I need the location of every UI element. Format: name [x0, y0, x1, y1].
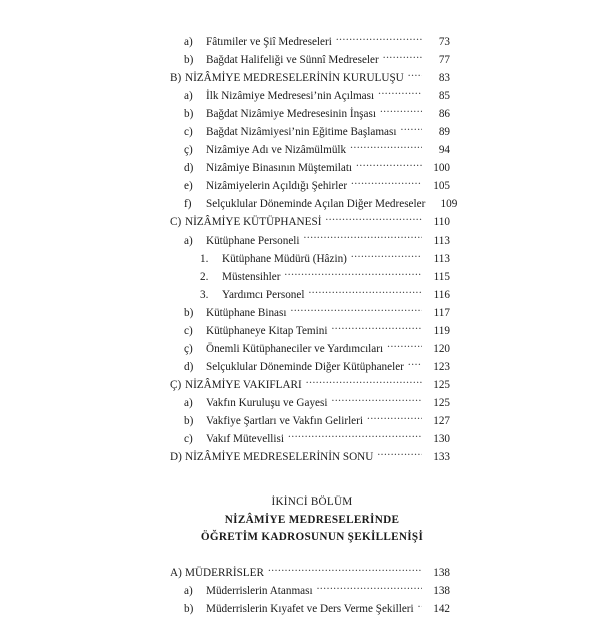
- toc-entry[interactable]: [184, 358, 450, 376]
- chapter-divider-line-2: NİZÂMİYE MEDRESELERİNDE: [224, 513, 400, 526]
- toc-entries-before-divider: [168, 33, 458, 466]
- toc-entry[interactable]: [170, 213, 450, 231]
- toc-entry-marker: Ç): [170, 378, 182, 391]
- dot-leader: [308, 287, 422, 298]
- toc-entry[interactable]: [170, 448, 450, 466]
- toc-entry[interactable]: [184, 322, 450, 340]
- toc-entry[interactable]: [184, 33, 450, 51]
- toc-entry-marker: e): [184, 180, 193, 193]
- toc-entry-page-number: 94: [438, 144, 450, 157]
- dot-leader: [336, 34, 422, 45]
- dot-leader: [351, 251, 422, 262]
- toc-entry-marker: a): [184, 90, 193, 103]
- toc-entry-marker: b): [184, 414, 194, 427]
- spacer: [160, 547, 464, 564]
- toc-entry[interactable]: [184, 51, 450, 69]
- toc-entry[interactable]: [184, 123, 450, 141]
- toc-entry-marker: D): [170, 451, 182, 464]
- toc-entry-page-number: 138: [433, 584, 450, 597]
- toc-entry[interactable]: [184, 87, 450, 105]
- dot-leader: [356, 160, 422, 171]
- toc-entry-marker: b): [184, 306, 194, 319]
- toc-entry-page-number: 73: [438, 36, 450, 48]
- toc-entry-marker: b): [184, 54, 194, 67]
- dot-leader: [306, 377, 422, 388]
- toc-entry[interactable]: [184, 582, 450, 600]
- dot-leader: [284, 269, 422, 280]
- toc-entry-page-number: 130: [433, 433, 450, 446]
- toc-entry[interactable]: [184, 232, 450, 250]
- dot-leader: [380, 106, 422, 117]
- dot-leader: [351, 178, 422, 189]
- toc-entry-marker: ç): [184, 342, 193, 355]
- dot-leader: [418, 601, 422, 612]
- toc-entry-page-number: 117: [433, 306, 450, 319]
- toc-entry-page-number: 120: [433, 342, 450, 355]
- toc-entry-marker: 1.: [200, 252, 209, 265]
- toc-entry[interactable]: [184, 105, 450, 123]
- toc-entry-title: Müderrislerin Atanması: [206, 584, 313, 597]
- toc-entry-title: Müderrislerin Kıyafet ve Ders Verme Şekilleri: [206, 602, 414, 615]
- toc-entries-after-divider: [168, 564, 450, 618]
- toc-entry-title: Önemli Kütüphaneciler ve Yardımcıları: [206, 342, 384, 355]
- toc-entry-page-number: 138: [433, 566, 450, 579]
- toc-entry-page-number: 105: [433, 180, 450, 193]
- dot-leader: [268, 565, 422, 576]
- toc-entry[interactable]: [200, 268, 450, 286]
- toc-entry-marker: d): [184, 162, 194, 175]
- toc-entry[interactable]: [200, 250, 450, 268]
- toc-entry-title: NİZÂMİYE KÜTÜPHANESİ: [185, 216, 322, 229]
- toc-entry-marker: a): [184, 396, 193, 409]
- toc-entry-page-number: 133: [433, 451, 450, 464]
- toc-entry-marker: a): [184, 36, 193, 48]
- toc-entry[interactable]: [184, 141, 450, 159]
- dot-leader: [325, 214, 422, 225]
- dot-leader: [377, 449, 422, 460]
- toc-entry[interactable]: [184, 412, 450, 430]
- chapter-divider-line-3: ÖĞRETİM KADROSUNUN ŞEKİLLENİŞİ: [200, 531, 424, 544]
- toc-entry-marker: C): [170, 216, 182, 229]
- toc-entry-title: Yardımcı Personel: [222, 288, 305, 301]
- toc-entry-marker: b): [184, 108, 194, 121]
- toc-entry-marker: ç): [184, 144, 193, 157]
- toc-entry-title: Vakfiye Şartları ve Vakfın Gelirleri: [206, 414, 363, 427]
- toc-entry-marker: d): [184, 360, 194, 373]
- toc-entry-marker: b): [184, 602, 194, 615]
- toc-entry-title: İlk Nizâmiye Medresesi’nin Açılması: [206, 90, 375, 103]
- toc-entry-page-number: 113: [433, 252, 450, 265]
- toc-entry[interactable]: [170, 564, 450, 582]
- toc-entry-page-number: 127: [433, 414, 450, 427]
- toc-entry-page-number: 123: [433, 360, 450, 373]
- toc-entry-title: NİZÂMİYE VAKIFLARI: [185, 378, 302, 391]
- toc-entry-title: Selçuklular Döneminde Diğer Kütüphaneler: [206, 360, 404, 373]
- toc-entry-page-number: 125: [433, 378, 450, 391]
- toc-entry-title: Müstensihler: [222, 270, 281, 283]
- toc-entry-page-number: 89: [438, 126, 450, 139]
- toc-entry[interactable]: [184, 600, 450, 618]
- toc-entry-page-number: 115: [433, 270, 450, 283]
- dot-leader: [387, 341, 422, 352]
- toc-entry-page-number: 110: [433, 216, 450, 229]
- dot-leader: [408, 70, 422, 81]
- chapter-divider: [160, 489, 464, 564]
- chapter-divider-line-1: İKİNCİ BÖLÜM: [271, 496, 353, 509]
- toc-entry-page-number: 125: [433, 396, 450, 409]
- toc-entry[interactable]: [184, 195, 458, 213]
- toc-entry-page-number: 86: [438, 108, 450, 121]
- toc-entry-title: Fâtımiler ve Şiî Medreseleri: [206, 36, 332, 48]
- toc-entry-marker: c): [184, 126, 193, 139]
- toc-entry[interactable]: [170, 69, 450, 87]
- toc-entry-page-number: 109: [440, 198, 458, 211]
- dot-leader: [331, 323, 422, 334]
- toc-entry-marker: a): [184, 234, 193, 247]
- toc-entry-title: Nizâmiye Adı ve Nizâmülmülk: [206, 144, 347, 157]
- toc-entry[interactable]: [200, 286, 450, 304]
- toc-entry[interactable]: [184, 159, 450, 177]
- toc-entry-title: Nizâmiye Binasının Müştemilatı: [206, 162, 353, 175]
- toc-entry-marker: c): [184, 324, 193, 337]
- dot-leader: [350, 142, 422, 153]
- toc-entry[interactable]: [184, 394, 450, 412]
- dot-leader: [304, 233, 422, 244]
- dot-leader: [383, 52, 422, 63]
- toc-entry-page-number: 77: [438, 54, 450, 67]
- dot-leader: [408, 359, 422, 370]
- dot-leader: [331, 395, 422, 406]
- toc-entry-page-number: 142: [433, 602, 450, 615]
- toc-entry-page-number: 85: [438, 90, 450, 103]
- toc-entry[interactable]: [184, 430, 450, 448]
- toc-entry-marker: B): [170, 72, 182, 85]
- toc-entry-title: NİZÂMİYE MEDRESELERİNİN SONU: [185, 451, 374, 464]
- toc-entry-marker: c): [184, 433, 193, 446]
- toc-entry[interactable]: [184, 304, 450, 322]
- dot-leader: [367, 413, 422, 424]
- toc-entry-page-number: 83: [438, 72, 450, 85]
- toc-entry-title: Selçuklular Döneminde Açılan Diğer Medreseler: [206, 198, 426, 211]
- dot-leader: [317, 583, 422, 594]
- dot-leader: [290, 305, 422, 316]
- dot-leader: [378, 88, 422, 99]
- toc-entry-page-number: 116: [433, 288, 450, 301]
- toc-entry-title: Vakfın Kuruluşu ve Gayesi: [206, 396, 328, 409]
- toc-entry-title: NİZÂMİYE MEDRESELERİNİN KURULUŞU: [185, 72, 404, 85]
- toc-entry-marker: A): [170, 566, 182, 579]
- toc-entry-title: Bağdat Nizâmiye Medresesinin İnşası: [206, 108, 376, 121]
- toc-entry-title: Kütüphane Personeli: [206, 234, 300, 247]
- toc-entry[interactable]: [184, 340, 450, 358]
- toc-entry[interactable]: [170, 376, 450, 394]
- toc-entry-title: Kütüphaneye Kitap Temini: [206, 324, 328, 337]
- toc-entry-marker: 3.: [200, 288, 209, 301]
- toc-entry-title: Bağdat Halifeliği ve Sünnî Medreseler: [206, 54, 379, 67]
- toc-entry-page-number: 113: [433, 234, 450, 247]
- toc-entry-title: Nizâmiyelerin Açıldığı Şehirler: [206, 180, 348, 193]
- toc-entry-marker: a): [184, 584, 193, 597]
- toc-entry-page-number: 119: [433, 324, 450, 337]
- dot-leader: [288, 431, 422, 442]
- toc-entry-title: Kütüphane Müdürü (Hâzin): [222, 252, 347, 265]
- toc-entry-title: Kütüphane Binası: [206, 306, 287, 319]
- dot-leader: [400, 124, 422, 135]
- toc-entry-title: Bağdat Nizâmiyesi’nin Eğitime Başlaması: [206, 126, 397, 139]
- toc-entry-title: Vakıf Mütevellisi: [206, 433, 284, 446]
- toc-entry-marker: 2.: [200, 270, 209, 283]
- toc-entry-page-number: 100: [433, 162, 450, 175]
- toc-entry-title: MÜDERRİSLER: [185, 566, 264, 579]
- toc-entry-marker: f): [184, 198, 192, 211]
- toc-entry[interactable]: [184, 177, 450, 195]
